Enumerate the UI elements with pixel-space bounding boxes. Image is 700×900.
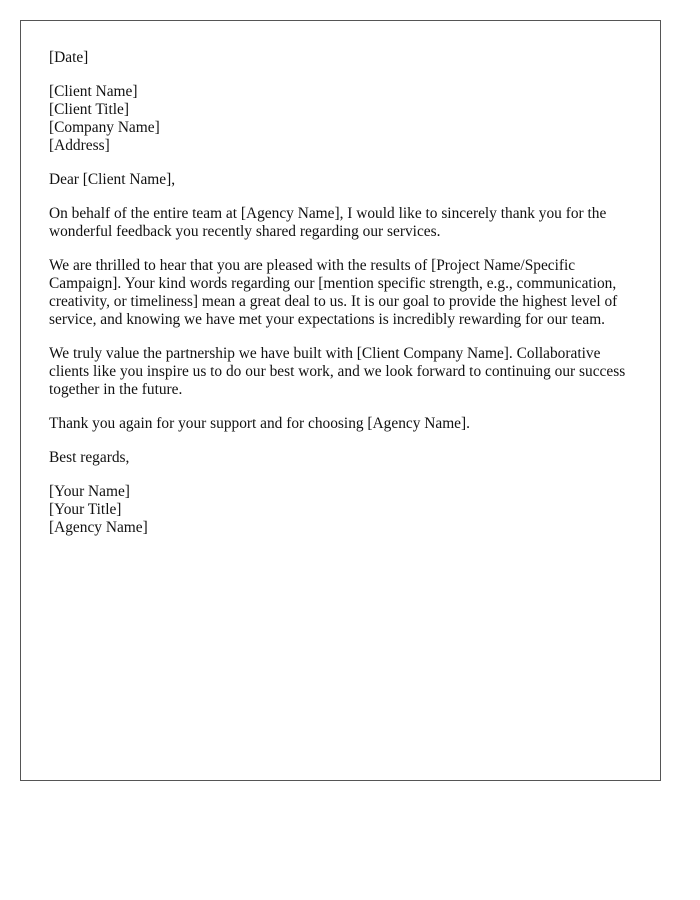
letter-page	[20, 20, 661, 781]
signature-block	[49, 483, 632, 537]
body-paragraph-results: We are thrilled to hear that you are pleased with the results of [Project Name/Specific Campaign]. Your kind words regarding our [mention specific strength, e.g., communication, creativity, or timeliness] mean a great deal to us. It is our goal to provide the highest level of service, and knowing we have met your expectations is incredibly rewarding for our team.	[49, 257, 618, 328]
body-paragraph-thanks: On behalf of the entire team at [Agency Name], I would like to sincerely thank you for the wonderful feedback you recently shared regarding our services.	[49, 205, 607, 240]
recipient-address: [Address]	[49, 137, 110, 154]
recipient-title: [Client Title]	[49, 101, 129, 118]
signature-title: [Your Title]	[49, 501, 122, 518]
salutation: Dear [Client Name],	[49, 171, 176, 188]
recipient-name: [Client Name]	[49, 83, 138, 100]
closing: Best regards,	[49, 449, 130, 466]
recipient-block	[49, 83, 632, 155]
body-paragraph-closing-thanks: Thank you again for your support and for choosing [Agency Name].	[49, 415, 470, 432]
signature-agency: [Agency Name]	[49, 519, 148, 536]
letter-date: [Date]	[49, 49, 89, 66]
recipient-company: [Company Name]	[49, 119, 160, 136]
body-paragraph-partnership: We truly value the partnership we have built with [Client Company Name]. Collaborative clients like you inspire us to do our best work, and we look forward to continuing our success together in the future.	[49, 345, 626, 398]
signature-name: [Your Name]	[49, 483, 130, 500]
